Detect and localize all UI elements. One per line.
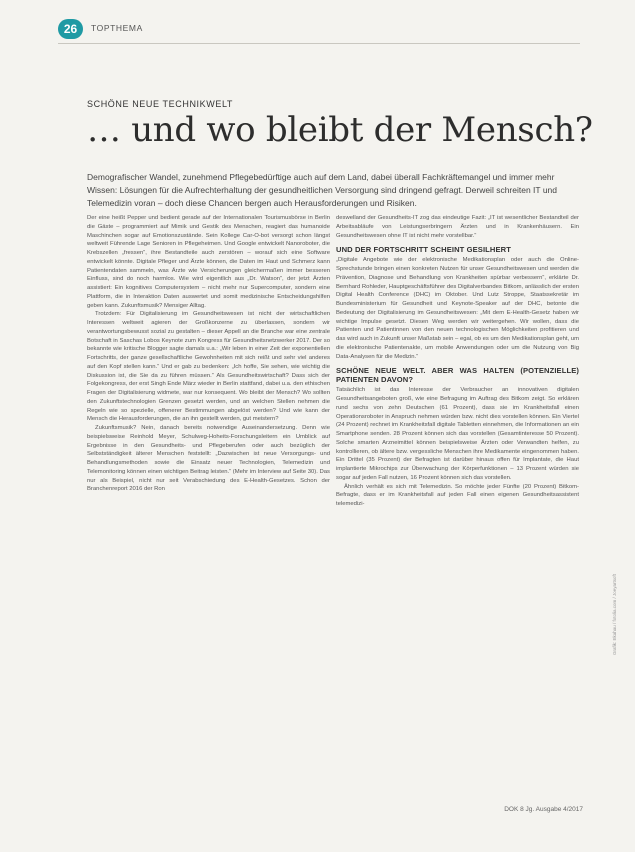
body-paragraph: Trotzdem: Für Digitalisierung im Gesundheitswesen ist nicht der wirtschaftlichen Interessen weltweit agieren der Großkonzerne zu überlassen, sondern wir verantwortungsbewusst sozial zu gestalten – dieser Appell an die Branche war eine zentrale Botschaft in Saschas Lobos Keynote zum Kongress für Gesundheitsnetzwerker 2017. Der so bekannte wie kritische Blogger sagte damals u.a.: „Wir leben in einer Zeit der exponentiellen Fortschritts, der ganze gesellschaftliche Gewohnheiten mit sich reißt und sehr viel anderes auf den Kopf stellen kann.“ Und er gab zu bedenken: „Ich hoffe, Sie sehen, wie wichtig die Diskussion ist, die Sie da zu führen müssen.“ Als Gesundheitswirtschaft? Dass sich der Folgekongress, der erst Singh Ende März wieder in Berlin stattfand, dabei u.a. den ethischen Fragen der Digitalisierung widmete, war nur konsequent. Wo bleibt der Mensch? Wo sollten den Zukunftstechnologien Grenzen gesetzt werden, und an welchen Stellen nehmen die Regeln wie so spezielle, offenerer Bestimmungen abgelöst werden? Und wie kann der Mensch die Herausforderungen, die an ihn gestellt werden, gut meistern? [87, 311, 330, 423]
page-footer: DOK 8 Jg. Ausgabe 4/2017 [504, 806, 583, 813]
article-headline: … und wo bleibt der Mensch? [87, 110, 593, 150]
body-paragraph: deswelland der Gesundheits-IT zog das eindeutige Fazit: „IT ist wesentlicher Bestandteil der Arbeitsabläufe von Leistungserbringern Ärzten und in Krankenhäusern. Ein Gesundheitswesen ohne IT ist nicht mehr vorstellbar.“ [336, 215, 579, 239]
section-heading: SCHÖNE NEUE WELT. ABER WAS HALTEN (POTENZIELLE) PATIENTEN DAVON? [336, 366, 579, 385]
body-paragraph: Der eine heißt Pepper und bedient gerade auf der Internationalen Tourismusbörse in Berlin die Gäste – programmiert auf Mimik und Gestik des Menschen, reagiert das humanoide Maschinchen sogar auf Emotionszustände. Sein Kollege Car-O-bot versorgt schon längst weltweit Führende Lage Senioren in Pflegeheimen. Und Google entwickelt Nanoroboter, die Krebszellen „fressen“, ihre Bestandteile auch zerstören – worauf sich eine Software entwickelt könnte. Digitale Pfleger und Ärzte können, die Daten im Haut und Schmerz kann Patientendaten sammeln, was Ärzte wie Versicherungen gleichermaßen immer besseren Einfluss, sind do noch harmlos. Wie wird eigentlich aus „Dr. Watson“, der jetzt Ärzten assistiert: Ein kognitives Computersystem – nicht mehr nur Supercomputer, sondern eine Plattform, die in Interaktion Daten auswertet und somit medizinische Entscheidungshilfen geben kann. Zukunftsmusik? Mensiger Alltag. [87, 215, 330, 309]
section-label: TOPTHEMA [91, 23, 143, 33]
article-lead: Demografischer Wandel, zunehmend Pflegebedürftige auch auf dem Land, dabei überall Fachkräftemangel und immer mehr Wissen: Lösungen für die Aufrechterhaltung der gesundheitlichen Versorgung sind dringend gefragt. Derweil schreiten IT und Telemedizin voran – doch diese Chancen bergen auch Herausforderungen und Risiken. [87, 172, 557, 208]
body-paragraph: Zukunftsmusik? Nein, danach bereits notwendige Auseinandersetzung. Denn wie beispielsweise Reinhold Meyer, Schulweg-Hoheits-Forschungsleitern ein Umblick auf Ergebnisse in den Gesundheits- und Pflegeberufen oder auch bezüglich der Selbstständigkeit älterer Menschen feststellt: „Dazwischen ist neue Versorgungs- und Behandlungsmethoden sowie die Einsatz neuer Technologien, Telemedizin und Telemonitoring können einen wichtigen Beitrag leisten.“ (Mehr im Interview auf Seite 30). Das nur als Beispiel, nicht nur seit Verabschiedung des E-Health-Gesetzes. Schon der Branchenreport 2016 der Ron [87, 425, 330, 493]
body-paragraph: „Digitale Angebote wie der elektronische Medikationsplan oder auch die Online-Sprechstunde bringen einen konkreten Nutzen für unser Gesundheitswesen und werden die Prävention, Diagnose und Behandlung von Krankheiten spürbar verbessern“, erklärte Dr. Bernhard Rohleder, Hauptgeschäftsführer des Digitalverbandes Bitkom, anlässlich der ersten Digital Health Conference (DHC) im Oktober. Und Lutz Stroppe, Staatssekretär im Bundesministerium für Gesundheit und Keynote-Speaker auf der DHC, betonte die Bedeutung der Digitalisierung im Gesundheitswesen: „Mit dem E-Health-Gesetz haben wir wichtige Impulse gesetzt. Diesen Weg werden wir weitergehen. Wir wollen, dass die Patienten und Patientinnen von den neuen technologischen Möglichkeiten profitieren und das wird auch in Zukunft unser Maßstab sein – egal, ob es um den Medikationsplan geht, um die elektronische Patientenakte, um mobile Anwendungen oder um die Nutzung von Big Data-Analysen für die Medizin.“ [336, 257, 579, 360]
body-paragraph: Ähnlich verhält es sich mit Telemedizin. So möchte jeder Fünfte (20 Prozent) Bitkom-Befragte, dass er im Krankheitsfall auf jeden Fall einen eigenen Gesundheitsassistent telemedizi- [336, 483, 579, 507]
section-heading: UND DER FORTSCHRITT SCHEINT GESILHERT [336, 245, 511, 255]
left-column [87, 214, 330, 494]
page-number-badge: 26 [58, 19, 83, 39]
image-credit: Grafik: Ekahau / fotolia.com / Joeyartsoft [612, 573, 617, 655]
body-paragraph: Tatsächlich ist das Interesse der Verbraucher an innovativen digitalen Gesundheitsangeboten groß, wie eine Befragung im Auftrag des Bitkom zeigt. So erklären rund sechs von zehn Deutschen (61 Prozent), dass sie im Krankheitsfall einen Operationsroboter in Anspruch nehmen würden bzw. nicht dies vorstellen können. Ein Viertel (24 Prozent) rechnet im Krankheitsfall digitale Tabletten einnehmen, die Informationen an ein Smartphone senden. 28 Prozent können sich das vorstellen (Gesamtinteresse 50 Prozent). Solche smarten Arzneimittel können beispielsweise Ärzten oder Verwandten helfen, zu kontrollieren, ob ältere bzw. vergessliche Menschen ihre Medikamente eingenommen haben. Ein Drittel (35 Prozent) der Befragten ist darüber hinaus offen für Implantate, die Haut implantierte Mikrochips zur Überwachung der Körperfunktionen – 13 Prozent würden sie sogar auf jeden Fall nutzen, 16 Prozent können sich das vorstellen. [336, 387, 579, 481]
article-kicker: SCHÖNE NEUE TECHNIKWELT [87, 99, 233, 109]
header-divider [58, 43, 580, 44]
right-column [336, 214, 579, 509]
